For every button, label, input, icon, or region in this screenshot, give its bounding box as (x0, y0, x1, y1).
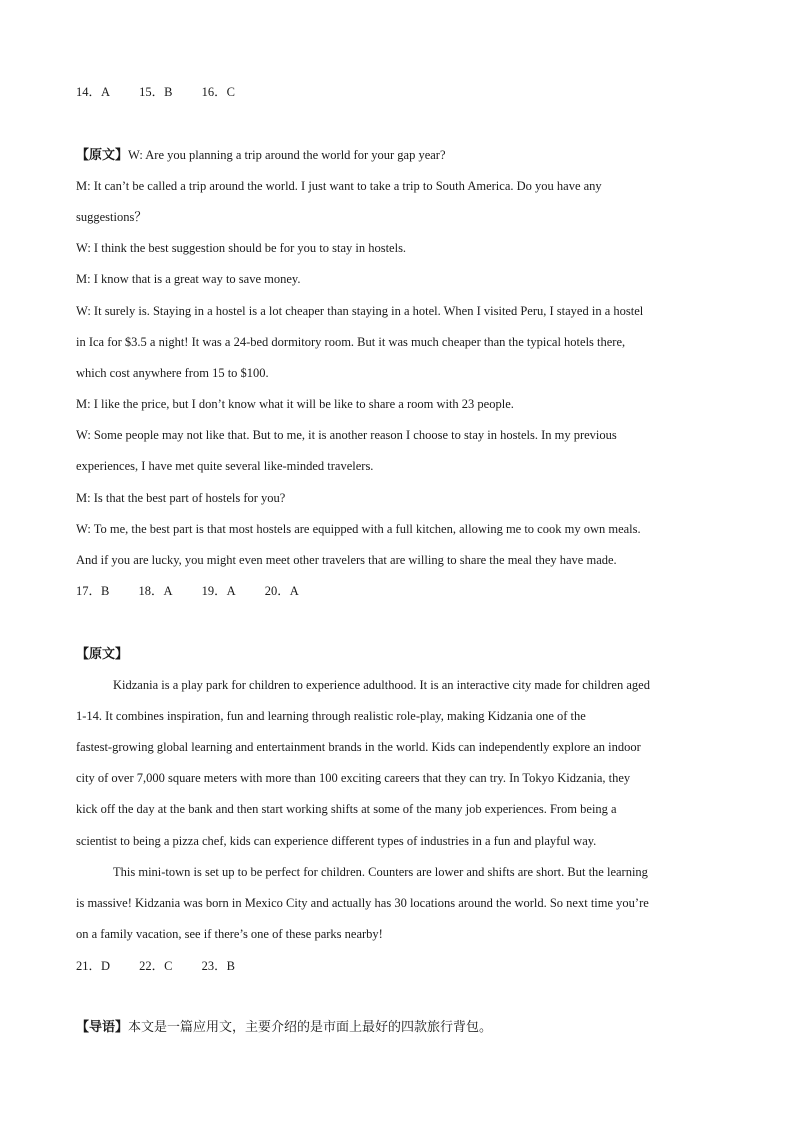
answer-23: 23．B (201, 959, 235, 973)
transcript1-line: M: I like the price, but I don’t know what it will be like to share a room with 23 people. (76, 397, 514, 411)
section-tag: 【原文】 (76, 148, 129, 163)
passage-line: This mini-town is set up to be perfect for children. Counters are lower and shifts are short. But the learning (113, 865, 648, 879)
passage-line: is massive! Kidzania was born in Mexico City and actually has 30 locations around the world. So next time you’re (76, 896, 649, 910)
passage-line: kick off the day at the bank and then start working shifts at some of the many job experiences. From being a (76, 802, 617, 816)
transcript1-line: experiences, I have met quite several like-minded travelers. (76, 459, 374, 473)
answer-17: 17．B (76, 584, 110, 598)
transcript1-line: W: Some people may not like that. But to me, it is another reason I choose to stay in hostels. In my previous (76, 428, 617, 442)
section-tag: 【导语】 (76, 1020, 129, 1035)
answer-19: 19．A (201, 584, 236, 598)
answer-16: 16．C (201, 85, 235, 99)
answer-row-21-23 (76, 958, 721, 974)
transcript1-line: 【原文】W: Are you planning a trip around the world for your gap year? (76, 148, 446, 163)
intro-text: 本文是一篇应用文，主要介绍的是市面上最好的四款旅行背包。 (128, 1020, 493, 1035)
passage-line: scientist to being a pizza chef, kids can experience different types of industries in a fun and playful way. (76, 834, 597, 848)
answer-14: 14．A (76, 85, 111, 99)
intro-line (76, 1020, 721, 1036)
transcript1-line: W: It surely is. Staying in a hostel is a lot cheaper than staying in a hotel. When I visited Peru, I stayed in a hostel (76, 304, 644, 318)
passage-line: 1-14. It combines inspiration, fun and learning through realistic role-play, making Kidzania one of the (76, 709, 586, 723)
answer-20: 20．A (264, 584, 299, 598)
transcript1-line: W: I think the best suggestion should be for you to stay in hostels. (76, 241, 407, 255)
transcript1-line: suggestions？ (76, 210, 147, 224)
answer-row-17-20 (76, 583, 721, 599)
transcript1-line: M: Is that the best part of hostels for you? (76, 491, 286, 505)
answer-18: 18．A (138, 584, 173, 598)
answer-row-14-16 (76, 84, 721, 100)
transcript1-line: M: It can’t be called a trip around the world. I just want to take a trip to South America. Do you have any (76, 179, 602, 193)
answer-21: 21．D (76, 959, 111, 973)
passage-line: city of over 7,000 square meters with more than 100 exciting careers that they can try. In Tokyo Kidzania, they (76, 771, 631, 785)
passage-line: fastest-growing global learning and entertainment brands in the world. Kids can independently explore an indoor (76, 740, 641, 754)
transcript1-line: And if you are lucky, you might even meet other travelers that are willing to share the meal they have made. (76, 553, 617, 567)
answer-15: 15．B (139, 85, 173, 99)
passage-line: Kidzania is a play park for children to experience adulthood. It is an interactive city made for children aged (113, 678, 650, 692)
transcript1-line: W: To me, the best part is that most hostels are equipped with a full kitchen, allowing me to cook my own meals. (76, 522, 641, 536)
transcript1-line: which cost anywhere from 15 to $100. (76, 366, 269, 380)
passage-line: on a family vacation, see if there’s one of these parks nearby! (76, 927, 383, 941)
transcript1-line: in Ica for $3.5 a night! It was a 24-bed dormitory room. But it was much cheaper than the typical hotels there, (76, 335, 626, 349)
section-tag: 【原文】 (76, 647, 129, 662)
answer-22: 22．C (139, 959, 173, 973)
transcript1-line: M: I know that is a great way to save money. (76, 272, 301, 286)
